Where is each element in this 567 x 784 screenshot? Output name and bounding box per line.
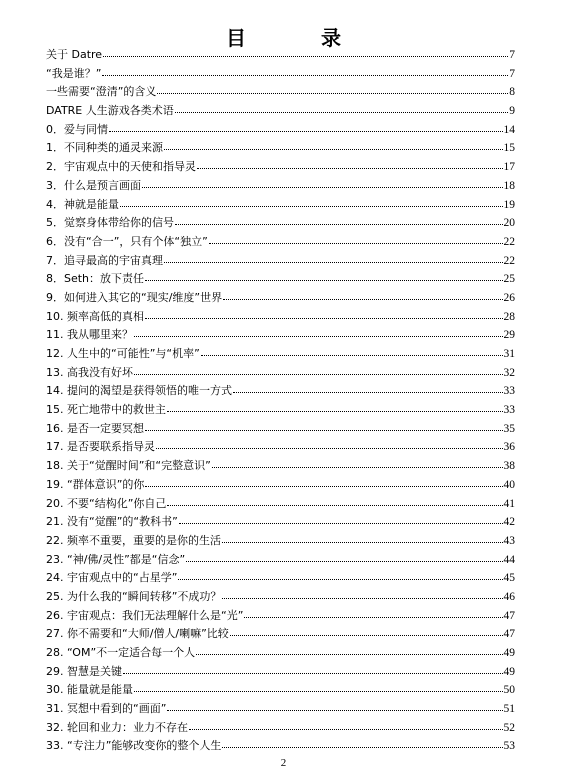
toc-entry[interactable] (46, 625, 515, 644)
dot-leader (223, 299, 502, 300)
dot-leader (156, 448, 503, 449)
dot-leader (186, 561, 502, 562)
toc-entry-page: 51 (503, 703, 515, 716)
toc-entry-page: 25 (503, 273, 515, 286)
dot-leader (201, 355, 503, 356)
toc-entry-page: 9 (509, 105, 515, 118)
toc-entry-label: 4．神就是能量 (46, 197, 119, 211)
dot-leader (123, 673, 503, 674)
toc-entry[interactable] (46, 532, 515, 551)
toc-entry-page: 50 (503, 684, 515, 697)
toc-entry[interactable] (46, 457, 515, 476)
toc-entry[interactable] (46, 326, 515, 345)
toc-entry-page: 22 (503, 254, 515, 267)
toc-entry[interactable] (46, 382, 515, 401)
toc-entry-page: 43 (503, 534, 515, 547)
toc-entry-label: 6．没有“合一”，只有个体“独立” (46, 234, 208, 248)
toc-entry-label: 24. 宇宙观点中的“占星学” (46, 571, 178, 585)
toc-entry-label: 13. 高我没有好坏 (46, 365, 133, 379)
toc-entry[interactable] (46, 401, 515, 420)
toc-entry-page: 49 (503, 647, 515, 659)
toc-entry-label: 30. 能量就是能量 (46, 683, 133, 697)
toc-entry-label: 1．不同种类的通灵来源 (46, 141, 163, 155)
toc-entry[interactable] (46, 102, 515, 121)
toc-entry-label: 0．爱与同情 (46, 122, 108, 136)
toc-entry-label: 20. 不要“结构化”你自己 (46, 496, 167, 510)
toc-entry-label: 33. “专注力”能够改变你的整个人生 (46, 739, 222, 753)
toc-entry-page: 38 (503, 460, 515, 473)
toc-entry[interactable] (46, 345, 515, 364)
dot-leader (222, 598, 502, 599)
toc-entry-page: 41 (503, 497, 515, 510)
toc-entry-page: 26 (503, 291, 515, 304)
toc-entry-label: 18. 关于“觉醒时间”和“完整意识” (46, 459, 211, 473)
toc-entry-label: 17. 是否要联系指导灵 (46, 440, 155, 454)
toc-entry[interactable] (46, 270, 515, 289)
toc-entry[interactable] (46, 663, 515, 682)
toc-entry-page: 33 (503, 385, 515, 398)
toc-entry[interactable] (46, 737, 515, 756)
dot-leader (209, 243, 503, 244)
toc-entry[interactable] (46, 252, 515, 271)
dot-leader (120, 206, 503, 207)
toc-entry-label: 12. 人生中的“可能性”与“机率” (46, 347, 200, 360)
dot-leader (233, 392, 503, 393)
toc-entry-label: 29. 智慧是关键 (46, 664, 122, 678)
toc-entry[interactable] (46, 196, 515, 215)
toc-entry-label: 21. 没有“觉醒”的“教科书” (46, 515, 178, 529)
toc-entry-page: 53 (503, 740, 515, 753)
toc-entry-label: 31. 冥想中看到的“画面” (46, 702, 167, 716)
toc-entry-label: 2．宇宙观点中的天使和指导灵 (46, 160, 196, 174)
toc-entry-page: 17 (503, 161, 515, 174)
toc-entry[interactable] (46, 308, 515, 327)
toc-entry-page: 20 (503, 217, 515, 230)
toc-entry-page: 49 (503, 665, 515, 678)
toc-entry[interactable] (46, 569, 515, 588)
toc-entry-page: 36 (503, 441, 515, 454)
toc-entry-page: 18 (503, 179, 515, 192)
toc-entry[interactable] (46, 476, 515, 495)
toc-entry-page: 32 (503, 366, 515, 379)
toc-entry-label: 22. 频率不重要，重要的是你的生活 (46, 533, 221, 547)
toc-entry-page: 45 (503, 572, 515, 585)
toc-entry[interactable] (46, 177, 515, 196)
toc-entry-label: 10. 频率高低的真相 (46, 309, 144, 323)
toc-entry-page: 47 (503, 609, 515, 622)
toc-entry-label: 7．追寻最高的宇宙真理 (46, 253, 163, 267)
dot-leader (230, 635, 503, 636)
toc-entry-label: 27. 你不需要和“大师/僧人/喇嘛”比较 (46, 627, 229, 641)
toc-entry[interactable] (46, 289, 515, 308)
dot-leader (103, 56, 508, 57)
dot-leader (145, 318, 503, 319)
toc-entry-label: 19. “群体意识”的你 (46, 477, 145, 491)
toc-entry-page: 31 (503, 348, 515, 360)
dot-leader (197, 168, 503, 169)
dot-leader (175, 224, 503, 225)
toc-entry-label: “我是谁？” (46, 66, 102, 80)
dot-leader (178, 579, 502, 580)
dot-leader (175, 112, 508, 113)
dot-leader (145, 430, 503, 431)
toc-entry-label: 16. 是否一定要冥想 (46, 421, 144, 435)
dot-leader (145, 280, 502, 281)
toc-entry[interactable] (46, 438, 515, 457)
dot-leader (167, 411, 503, 412)
toc-entry[interactable] (46, 495, 515, 514)
dot-leader (167, 710, 502, 711)
toc-entry-page: 14 (503, 123, 515, 136)
toc-entry-label: 14. 提问的渴望是获得领悟的唯一方式 (46, 384, 232, 398)
table-of-contents (46, 46, 515, 756)
dot-leader (212, 467, 503, 468)
toc-entry-page: 29 (503, 329, 515, 342)
dot-leader (102, 75, 508, 76)
toc-entry-page: 35 (503, 422, 515, 435)
toc-entry-label: 28. “OM”不一定适合每一个人 (46, 646, 196, 659)
toc-entry-page: 52 (503, 721, 515, 734)
toc-entry[interactable] (46, 420, 515, 439)
toc-entry-label: 23. “神/佛/灵性”都是“信念” (46, 552, 186, 566)
toc-entry-label: 关于 Datre (46, 48, 103, 61)
dot-leader (142, 187, 503, 188)
dot-leader (134, 336, 503, 337)
toc-entry-label: 25. 为什么我的“瞬间转移”不成功？ (46, 589, 222, 603)
toc-entry[interactable] (46, 513, 515, 532)
toc-entry[interactable] (46, 719, 515, 738)
toc-entry[interactable] (46, 158, 515, 177)
toc-entry-label: 26. 宇宙观点：我们无法理解什么是“光” (46, 608, 244, 622)
toc-entry[interactable] (46, 139, 515, 158)
page-number: 2 (280, 757, 287, 769)
toc-entry-page: 19 (503, 198, 515, 211)
dot-leader (109, 131, 503, 132)
toc-entry-label: DATRE 人生游戏各类术语 (46, 104, 174, 118)
toc-entry-label: 15. 死亡地带中的救世主 (46, 403, 166, 417)
toc-entry[interactable] (46, 46, 515, 65)
toc-entry[interactable] (46, 364, 515, 383)
toc-entry-label: 32. 轮回和业力：业力不存在 (46, 720, 188, 734)
dot-leader (222, 542, 503, 543)
toc-entry-page: 33 (503, 404, 515, 417)
toc-entry-page: 7 (509, 49, 515, 61)
toc-entry[interactable] (46, 214, 515, 233)
toc-entry-label: 3．什么是预言画面 (46, 178, 141, 192)
toc-entry[interactable] (46, 233, 515, 252)
toc-entry[interactable] (46, 644, 515, 663)
dot-leader (189, 729, 503, 730)
toc-entry-page: 22 (503, 235, 515, 248)
dot-leader (157, 93, 508, 94)
dot-leader (164, 149, 503, 150)
toc-title: 目 录 (226, 26, 375, 50)
dot-leader (145, 486, 502, 487)
toc-entry-page: 15 (503, 142, 515, 155)
dot-leader (134, 374, 503, 375)
toc-entry[interactable] (46, 588, 515, 607)
dot-leader (167, 505, 502, 506)
dot-leader (164, 262, 503, 263)
toc-entry-page: 7 (509, 67, 515, 80)
dot-leader (244, 617, 502, 618)
toc-entry[interactable] (46, 681, 515, 700)
toc-entry-label: 11. 我从哪里来？ (46, 328, 133, 342)
toc-entry-page: 8 (509, 86, 515, 99)
toc-entry-page: 47 (503, 628, 515, 641)
toc-entry-page: 40 (503, 478, 515, 491)
toc-entry-page: 42 (503, 516, 515, 529)
dot-leader (222, 747, 502, 748)
toc-entry-page: 28 (503, 310, 515, 323)
toc-entry[interactable] (46, 83, 515, 102)
toc-entry-label: 9．如何进入其它的“现实/维度”世界 (46, 290, 223, 304)
toc-entry-label: 一些需要“澄清”的含义 (46, 85, 157, 99)
toc-entry[interactable] (46, 121, 515, 140)
dot-leader (196, 654, 502, 655)
toc-entry-label: 8．Seth：放下责任 (46, 272, 145, 286)
toc-entry[interactable] (46, 551, 515, 570)
dot-leader (179, 523, 503, 524)
toc-entry[interactable] (46, 700, 515, 719)
dot-leader (134, 691, 503, 692)
toc-entry-label: 5．觉察身体带给你的信号 (46, 216, 174, 230)
toc-entry-page: 46 (503, 590, 515, 603)
toc-entry[interactable] (46, 607, 515, 626)
toc-entry-page: 44 (503, 553, 515, 566)
toc-entry[interactable] (46, 65, 515, 84)
